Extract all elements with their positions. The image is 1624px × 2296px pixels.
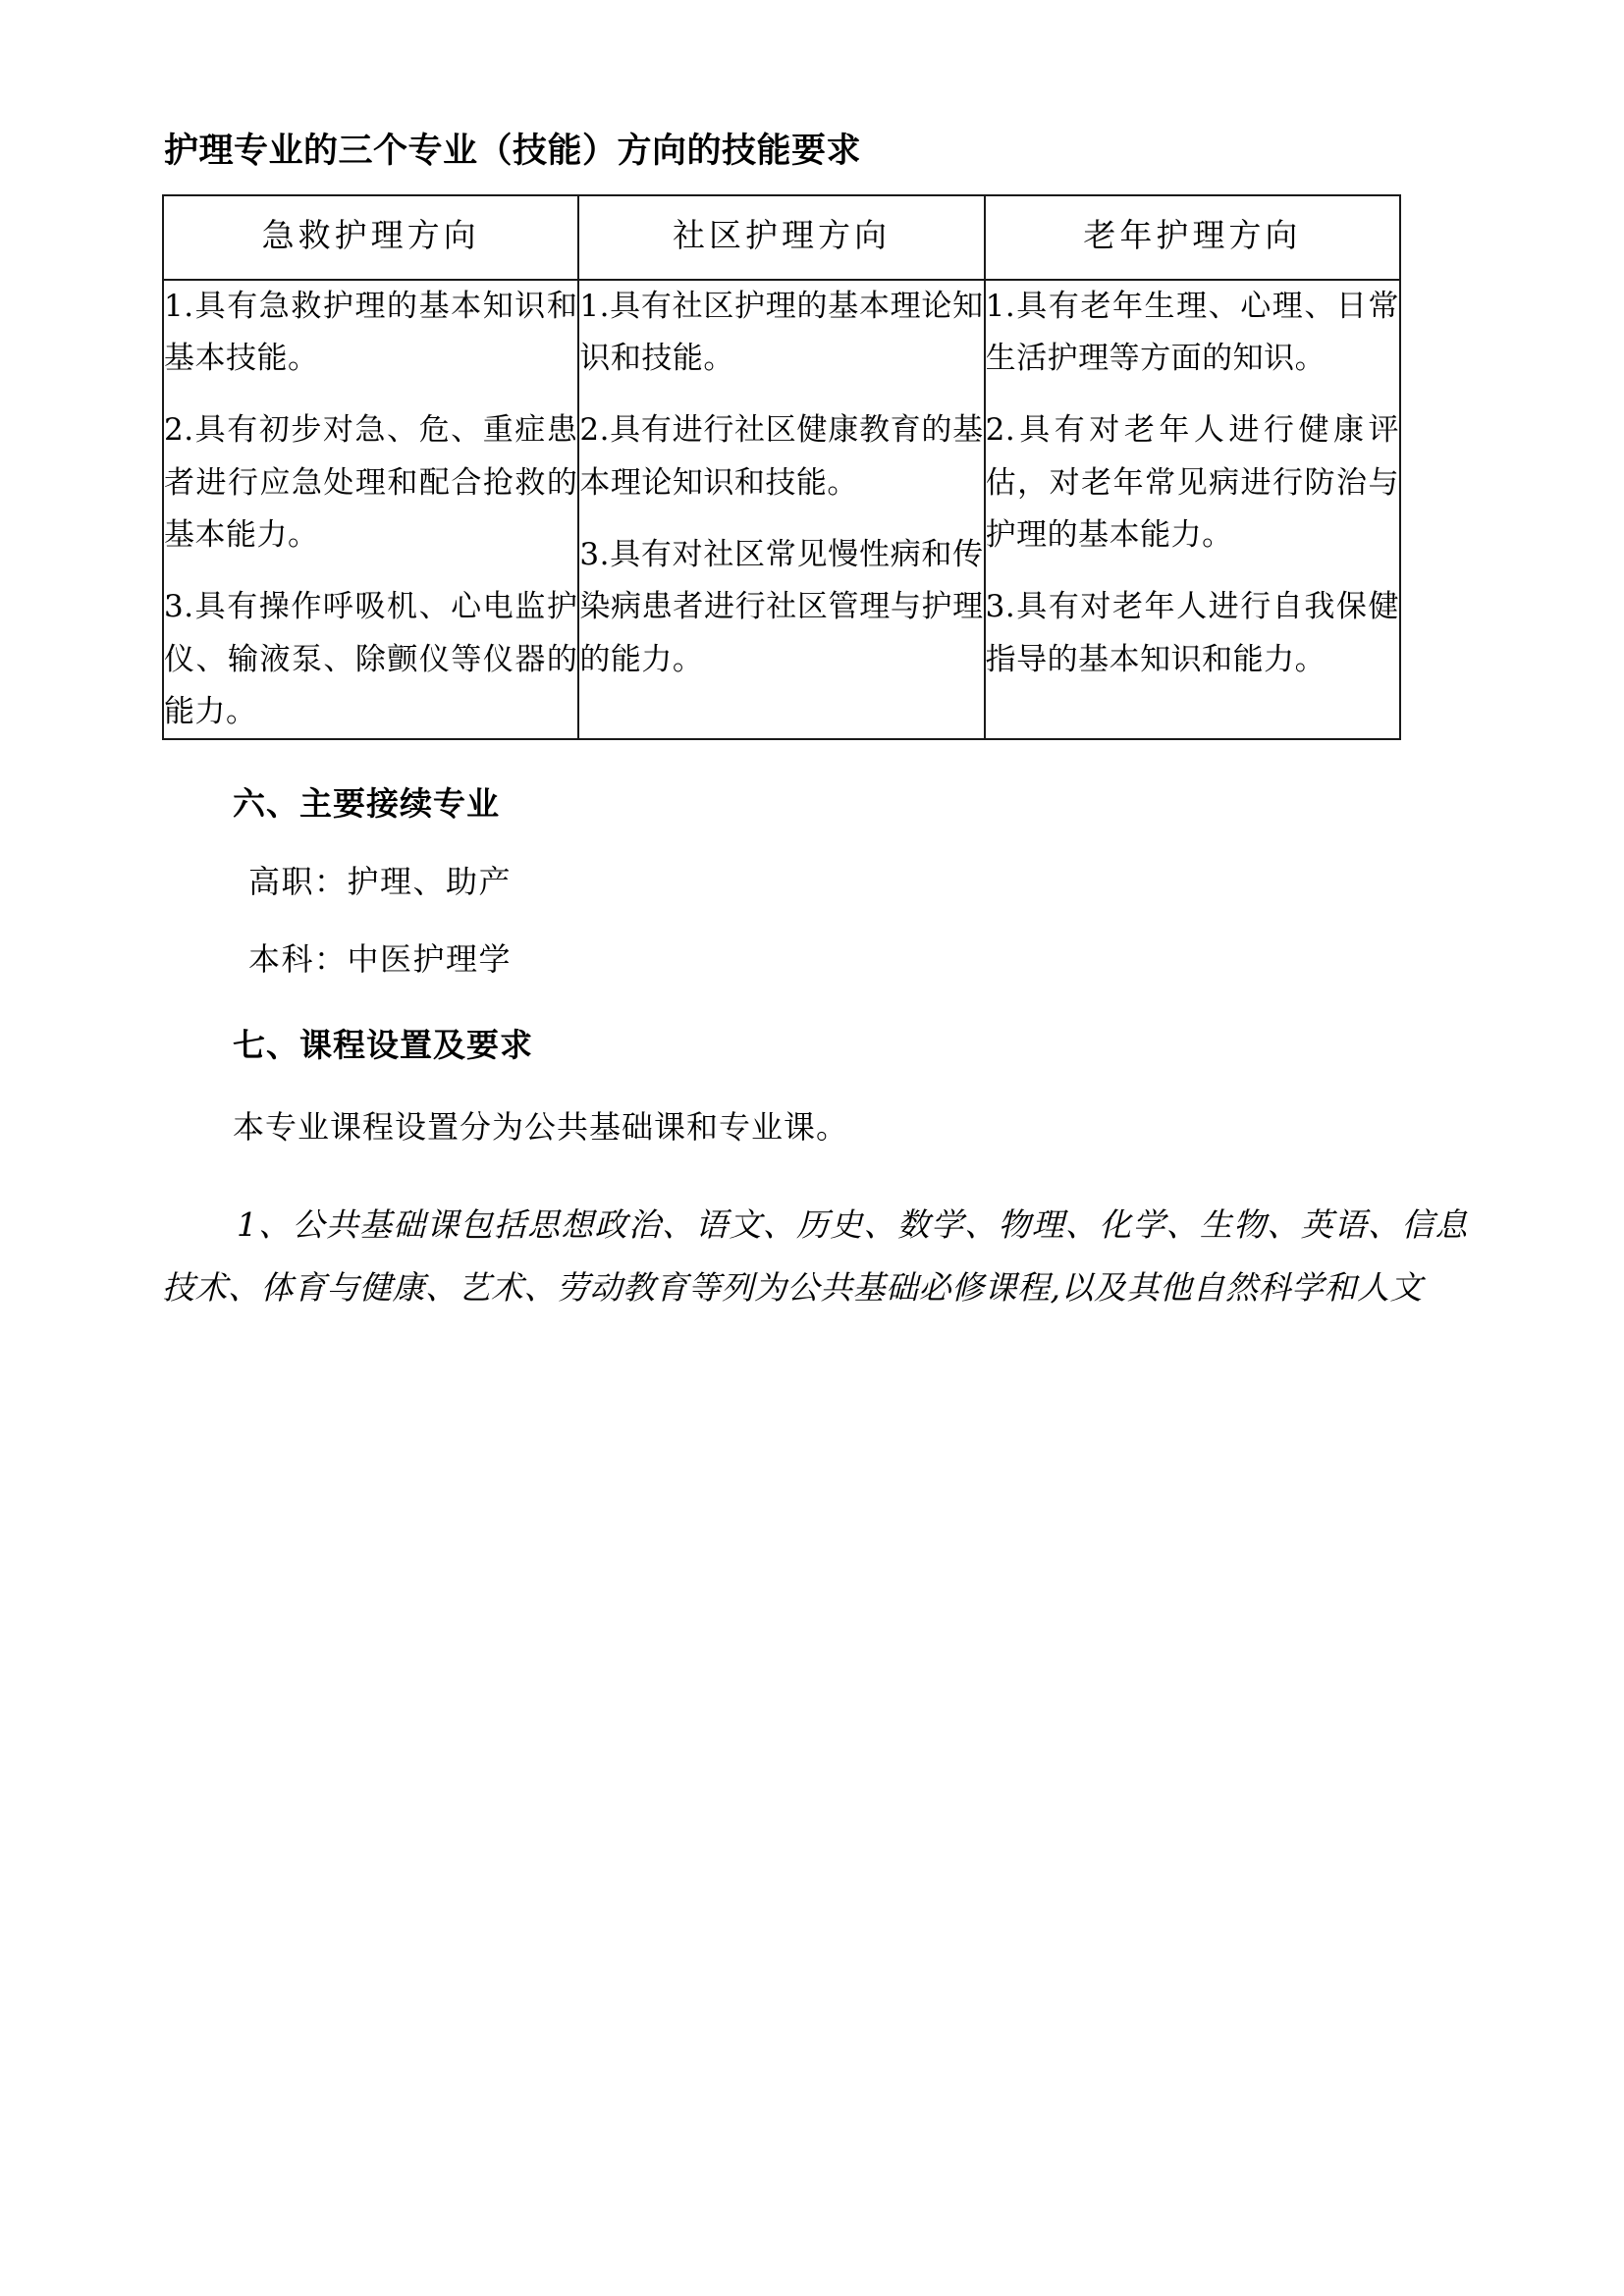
skill-item: 3.具有对社区常见慢性病和传染病患者进行社区管理与护理的能力。 bbox=[579, 537, 984, 677]
column-header-label: 老年护理方向 bbox=[1083, 215, 1302, 254]
column-header-label: 社区护理方向 bbox=[672, 215, 891, 254]
table-header-cell-geriatric bbox=[985, 195, 1400, 280]
skills-cell-geriatric bbox=[985, 280, 1400, 740]
skill-item: 3.具有操作呼吸机、心电监护仪、输液泵、除颤仪等仪器的能力。 bbox=[164, 589, 578, 729]
section-heading-seven: 七、课程设置及要求 bbox=[233, 1025, 533, 1064]
skill-item: 1.具有社区护理的基本理论知识和技能。 bbox=[579, 288, 984, 377]
curriculum-intro-paragraph: 本专业课程设置分为公共基础课和专业课。 bbox=[233, 1108, 849, 1147]
skill-item: 1.具有急救护理的基本知识和基本技能。 bbox=[164, 288, 578, 377]
column-header-label: 急救护理方向 bbox=[261, 215, 480, 254]
table-header-row bbox=[163, 195, 1400, 280]
skill-item: 3.具有对老年人进行自我保健指导的基本知识和能力。 bbox=[985, 589, 1399, 677]
skill-item: 1.具有老年生理、心理、日常生活护理等方面的知识。 bbox=[985, 288, 1399, 377]
continuing-major-vocational: 高职：护理、助产 bbox=[248, 863, 513, 901]
table-header-cell-community bbox=[578, 195, 984, 280]
section-heading-six: 六、主要接续专业 bbox=[233, 784, 500, 824]
skill-item: 2.具有进行社区健康教育的基本理论知识和技能。 bbox=[579, 412, 984, 501]
curriculum-general-courses-paragraph: 1、公共基础课包括思想政治、语文、历史、数学、物理、化学、生物、英语、信息技术、体育与健康、艺术、劳动教育等列为公共基础必修课程,以及其他自然科学和人文 bbox=[162, 1205, 1468, 1308]
table-body bbox=[163, 280, 1400, 740]
continuing-major-undergraduate: 本科：中医护理学 bbox=[248, 940, 513, 979]
skill-item: 2.具有初步对急、危、重症患者进行应急处理和配合抢救的基本能力。 bbox=[164, 412, 578, 553]
page-title: 护理专业的三个专业（技能）方向的技能要求 bbox=[164, 131, 862, 171]
skills-cell-community bbox=[578, 280, 984, 740]
table-header bbox=[163, 195, 1400, 280]
skills-requirements-table bbox=[162, 194, 1401, 741]
skill-item: 2.具有对老年人进行健康评估，对老年常见病进行防治与护理的基本能力。 bbox=[985, 412, 1399, 553]
page-content bbox=[162, 130, 1468, 1320]
skills-cell-emergency bbox=[163, 280, 578, 740]
table-row bbox=[163, 280, 1400, 740]
table-header-cell-emergency bbox=[163, 195, 578, 280]
